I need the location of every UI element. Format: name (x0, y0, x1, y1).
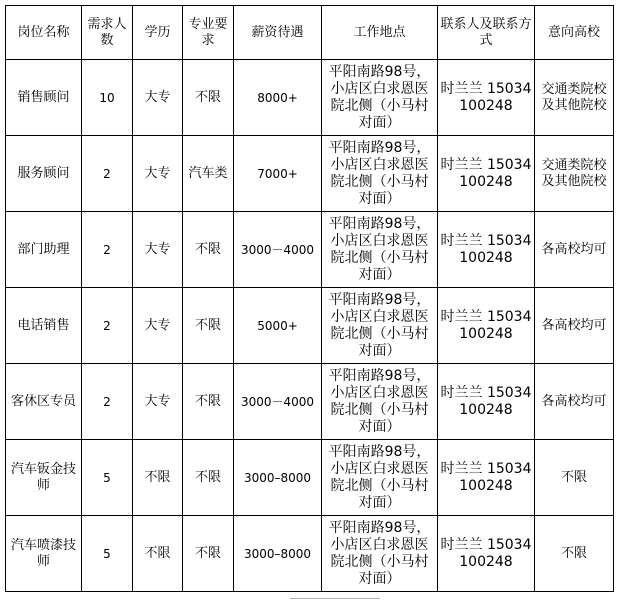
cell-school: 各高校均可 (535, 288, 614, 364)
cell-salary: 5000+ (234, 288, 322, 364)
cell-education: 不限 (133, 440, 183, 516)
cell-position: 客休区专员 (6, 364, 82, 440)
cell-education: 不限 (133, 516, 183, 592)
cell-education: 大专 (133, 288, 183, 364)
cell-location: 平阳南路98号，小店区白求恩医院北侧（小马村对面） (322, 516, 438, 592)
cell-school: 交通类院校及其他院校 (535, 60, 614, 136)
cell-salary: 3000–8000 (234, 516, 322, 592)
header-salary: 薪资待遇 (234, 6, 322, 60)
cell-location: 平阳南路98号，小店区白求恩医院北侧（小马村对面） (322, 288, 438, 364)
cell-major: 不限 (183, 60, 234, 136)
table-row (6, 136, 614, 212)
table-row (6, 212, 614, 288)
cell-school: 不限 (535, 516, 614, 592)
cell-major: 不限 (183, 516, 234, 592)
cell-position: 服务顾问 (6, 136, 82, 212)
header-position: 岗位名称 (6, 6, 82, 60)
cell-major: 不限 (183, 212, 234, 288)
table-row (6, 60, 614, 136)
cell-major: 不限 (183, 440, 234, 516)
table-row (6, 364, 614, 440)
cell-location: 平阳南路98号，小店区白求恩医院北侧（小马村对面） (322, 440, 438, 516)
cell-contact: 时兰兰 15034100248 (438, 440, 535, 516)
header-education: 学历 (133, 6, 183, 60)
header-contact: 联系人及联系方式 (438, 6, 535, 60)
header-location: 工作地点 (322, 6, 438, 60)
page-bottom-edge (290, 598, 380, 599)
cell-major: 不限 (183, 364, 234, 440)
cell-salary: 3000－4000 (234, 212, 322, 288)
cell-education: 大专 (133, 136, 183, 212)
cell-location: 平阳南路98号，小店区白求恩医院北侧（小马村对面） (322, 136, 438, 212)
table-row (6, 288, 614, 364)
cell-contact: 时兰兰 15034100248 (438, 364, 535, 440)
header-school: 意向高校 (535, 6, 614, 60)
cell-contact: 时兰兰 15034100248 (438, 516, 535, 592)
table-row (6, 440, 614, 516)
cell-education: 大专 (133, 364, 183, 440)
header-row (6, 6, 614, 60)
recruitment-table-container (5, 5, 614, 592)
cell-count: 2 (82, 136, 133, 212)
cell-count: 5 (82, 516, 133, 592)
cell-education: 大专 (133, 60, 183, 136)
cell-salary: 3000－4000 (234, 364, 322, 440)
cell-position: 电话销售 (6, 288, 82, 364)
cell-school: 各高校均可 (535, 364, 614, 440)
cell-school: 交通类院校及其他院校 (535, 136, 614, 212)
recruitment-table (5, 5, 614, 592)
cell-position: 汽车喷漆技师 (6, 516, 82, 592)
cell-salary: 8000+ (234, 60, 322, 136)
cell-contact: 时兰兰 15034100248 (438, 212, 535, 288)
cell-salary: 7000+ (234, 136, 322, 212)
cell-count: 2 (82, 288, 133, 364)
table-row (6, 516, 614, 592)
header-major: 专业要求 (183, 6, 234, 60)
cell-position: 汽车钣金技师 (6, 440, 82, 516)
cell-contact: 时兰兰 15034100248 (438, 60, 535, 136)
cell-position: 销售顾问 (6, 60, 82, 136)
header-count: 需求人数 (82, 6, 133, 60)
cell-location: 平阳南路98号，小店区白求恩医院北侧（小马村对面） (322, 212, 438, 288)
cell-school: 不限 (535, 440, 614, 516)
cell-contact: 时兰兰 15034100248 (438, 288, 535, 364)
cell-count: 2 (82, 212, 133, 288)
cell-school: 各高校均可 (535, 212, 614, 288)
cell-location: 平阳南路98号，小店区白求恩医院北侧（小马村对面） (322, 60, 438, 136)
cell-major: 汽车类 (183, 136, 234, 212)
cell-salary: 3000–8000 (234, 440, 322, 516)
cell-count: 2 (82, 364, 133, 440)
cell-count: 10 (82, 60, 133, 136)
cell-count: 5 (82, 440, 133, 516)
cell-location: 平阳南路98号，小店区白求恩医院北侧（小马村对面） (322, 364, 438, 440)
cell-position: 部门助理 (6, 212, 82, 288)
cell-major: 不限 (183, 288, 234, 364)
cell-education: 大专 (133, 212, 183, 288)
cell-contact: 时兰兰 15034100248 (438, 136, 535, 212)
